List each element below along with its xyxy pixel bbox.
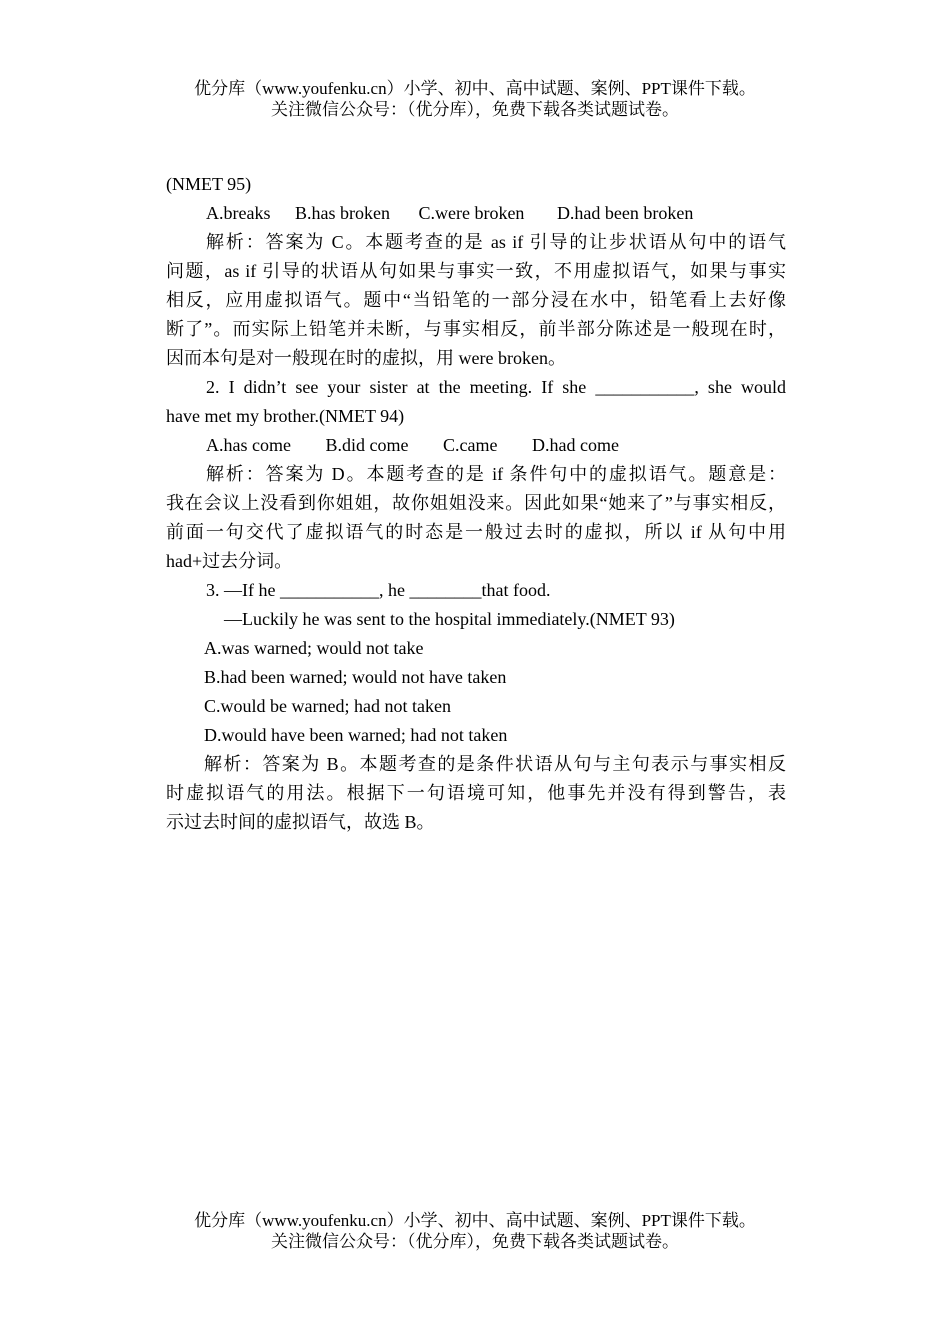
q2-option-c: C.came (442, 435, 498, 455)
q3-option-c: C.would be warned; had not taken (204, 696, 451, 716)
header-line-2: 关注微信公众号：（优分库），免费下载各类试题试卷。 (271, 100, 679, 119)
q2-option-b: B.did come (325, 435, 409, 455)
q3-analysis-line: 时虚拟语气的用法。根据下一句语境可知，他事先并没有得到警告，表 (166, 783, 786, 803)
q3-analysis-line: 示过去时间的虚拟语气，故选 B。 (166, 812, 435, 832)
q3-stem-line: 3. —If he ___________, he ________that food. (206, 580, 551, 600)
footer-line-2: 关注微信公众号：（优分库），免费下载各类试题试卷。 (271, 1232, 679, 1251)
footer-line-1: 优分库（www.youfenku.cn）小学、初中、高中试题、案例、PPT课件下载。 (194, 1211, 756, 1230)
q1-option-c: C.were broken (418, 203, 525, 223)
q1-analysis-line: 因而本句是对一般现在时的虚拟，用 were broken。 (166, 348, 566, 368)
q3-option-b: B.had been warned; would not have taken (204, 667, 507, 687)
page-footer (0, 1210, 950, 1252)
q1-analysis-line: 解析：答案为 C。本题考查的是 as if 引导的让步状语从句中的语气 (206, 232, 786, 252)
q3-option-a: A.was warned; would not take (204, 638, 424, 658)
q3-option-d: D.would have been warned; had not taken (204, 725, 508, 745)
q2-analysis-line: had+过去分词。 (166, 551, 293, 571)
q2-stem-line: 2. I didn’t see your sister at the meeting. If she ___________, she would (206, 377, 786, 397)
q1-analysis-line: 相反，应用虚拟语气。题中“当铅笔的一部分浸在水中，铅笔看上去好像 (166, 290, 786, 310)
q1-option-a: A.breaks (206, 203, 271, 223)
q2-analysis-line: 解析：答案为 D。本题考查的是 if 条件句中的虚拟语气。题意是： (206, 464, 786, 484)
q1-source: (NMET 95) (166, 174, 252, 194)
q3-stem-line: —Luckily he was sent to the hospital immediately.(NMET 93) (224, 609, 675, 629)
q1-option-d: D.had been broken (556, 203, 694, 223)
header-line-1: 优分库（www.youfenku.cn）小学、初中、高中试题、案例、PPT课件下载。 (194, 79, 756, 98)
q2-stem-line: have met my brother.(NMET 94) (166, 406, 405, 426)
q1-option-b: B.has broken (294, 203, 390, 223)
q1-analysis-line: 断了”。而实际上铅笔并未断，与事实相反，前半部分陈述是一般现在时， (166, 319, 786, 339)
q1-analysis-line: 问题，as if 引导的状语从句如果与事实一致，不用虚拟语气，如果与事实 (166, 261, 786, 281)
q2-analysis-line: 我在会议上没看到你姐姐，故你姐姐没来。因此如果“她来了”与事实相反， (166, 493, 786, 513)
page-header (0, 78, 950, 120)
q2-option-a: A.has come (206, 435, 291, 455)
q1-options (166, 199, 786, 228)
q2-options (166, 431, 786, 460)
document-body (166, 170, 786, 837)
q2-analysis-line: 前面一句交代了虚拟语气的时态是一般过去时的虚拟，所以 if 从句中用 (166, 522, 786, 542)
q3-analysis-line: 解析：答案为 B。本题考查的是条件状语从句与主句表示与事实相反 (204, 754, 786, 774)
q2-option-d: D.had come (531, 435, 619, 455)
